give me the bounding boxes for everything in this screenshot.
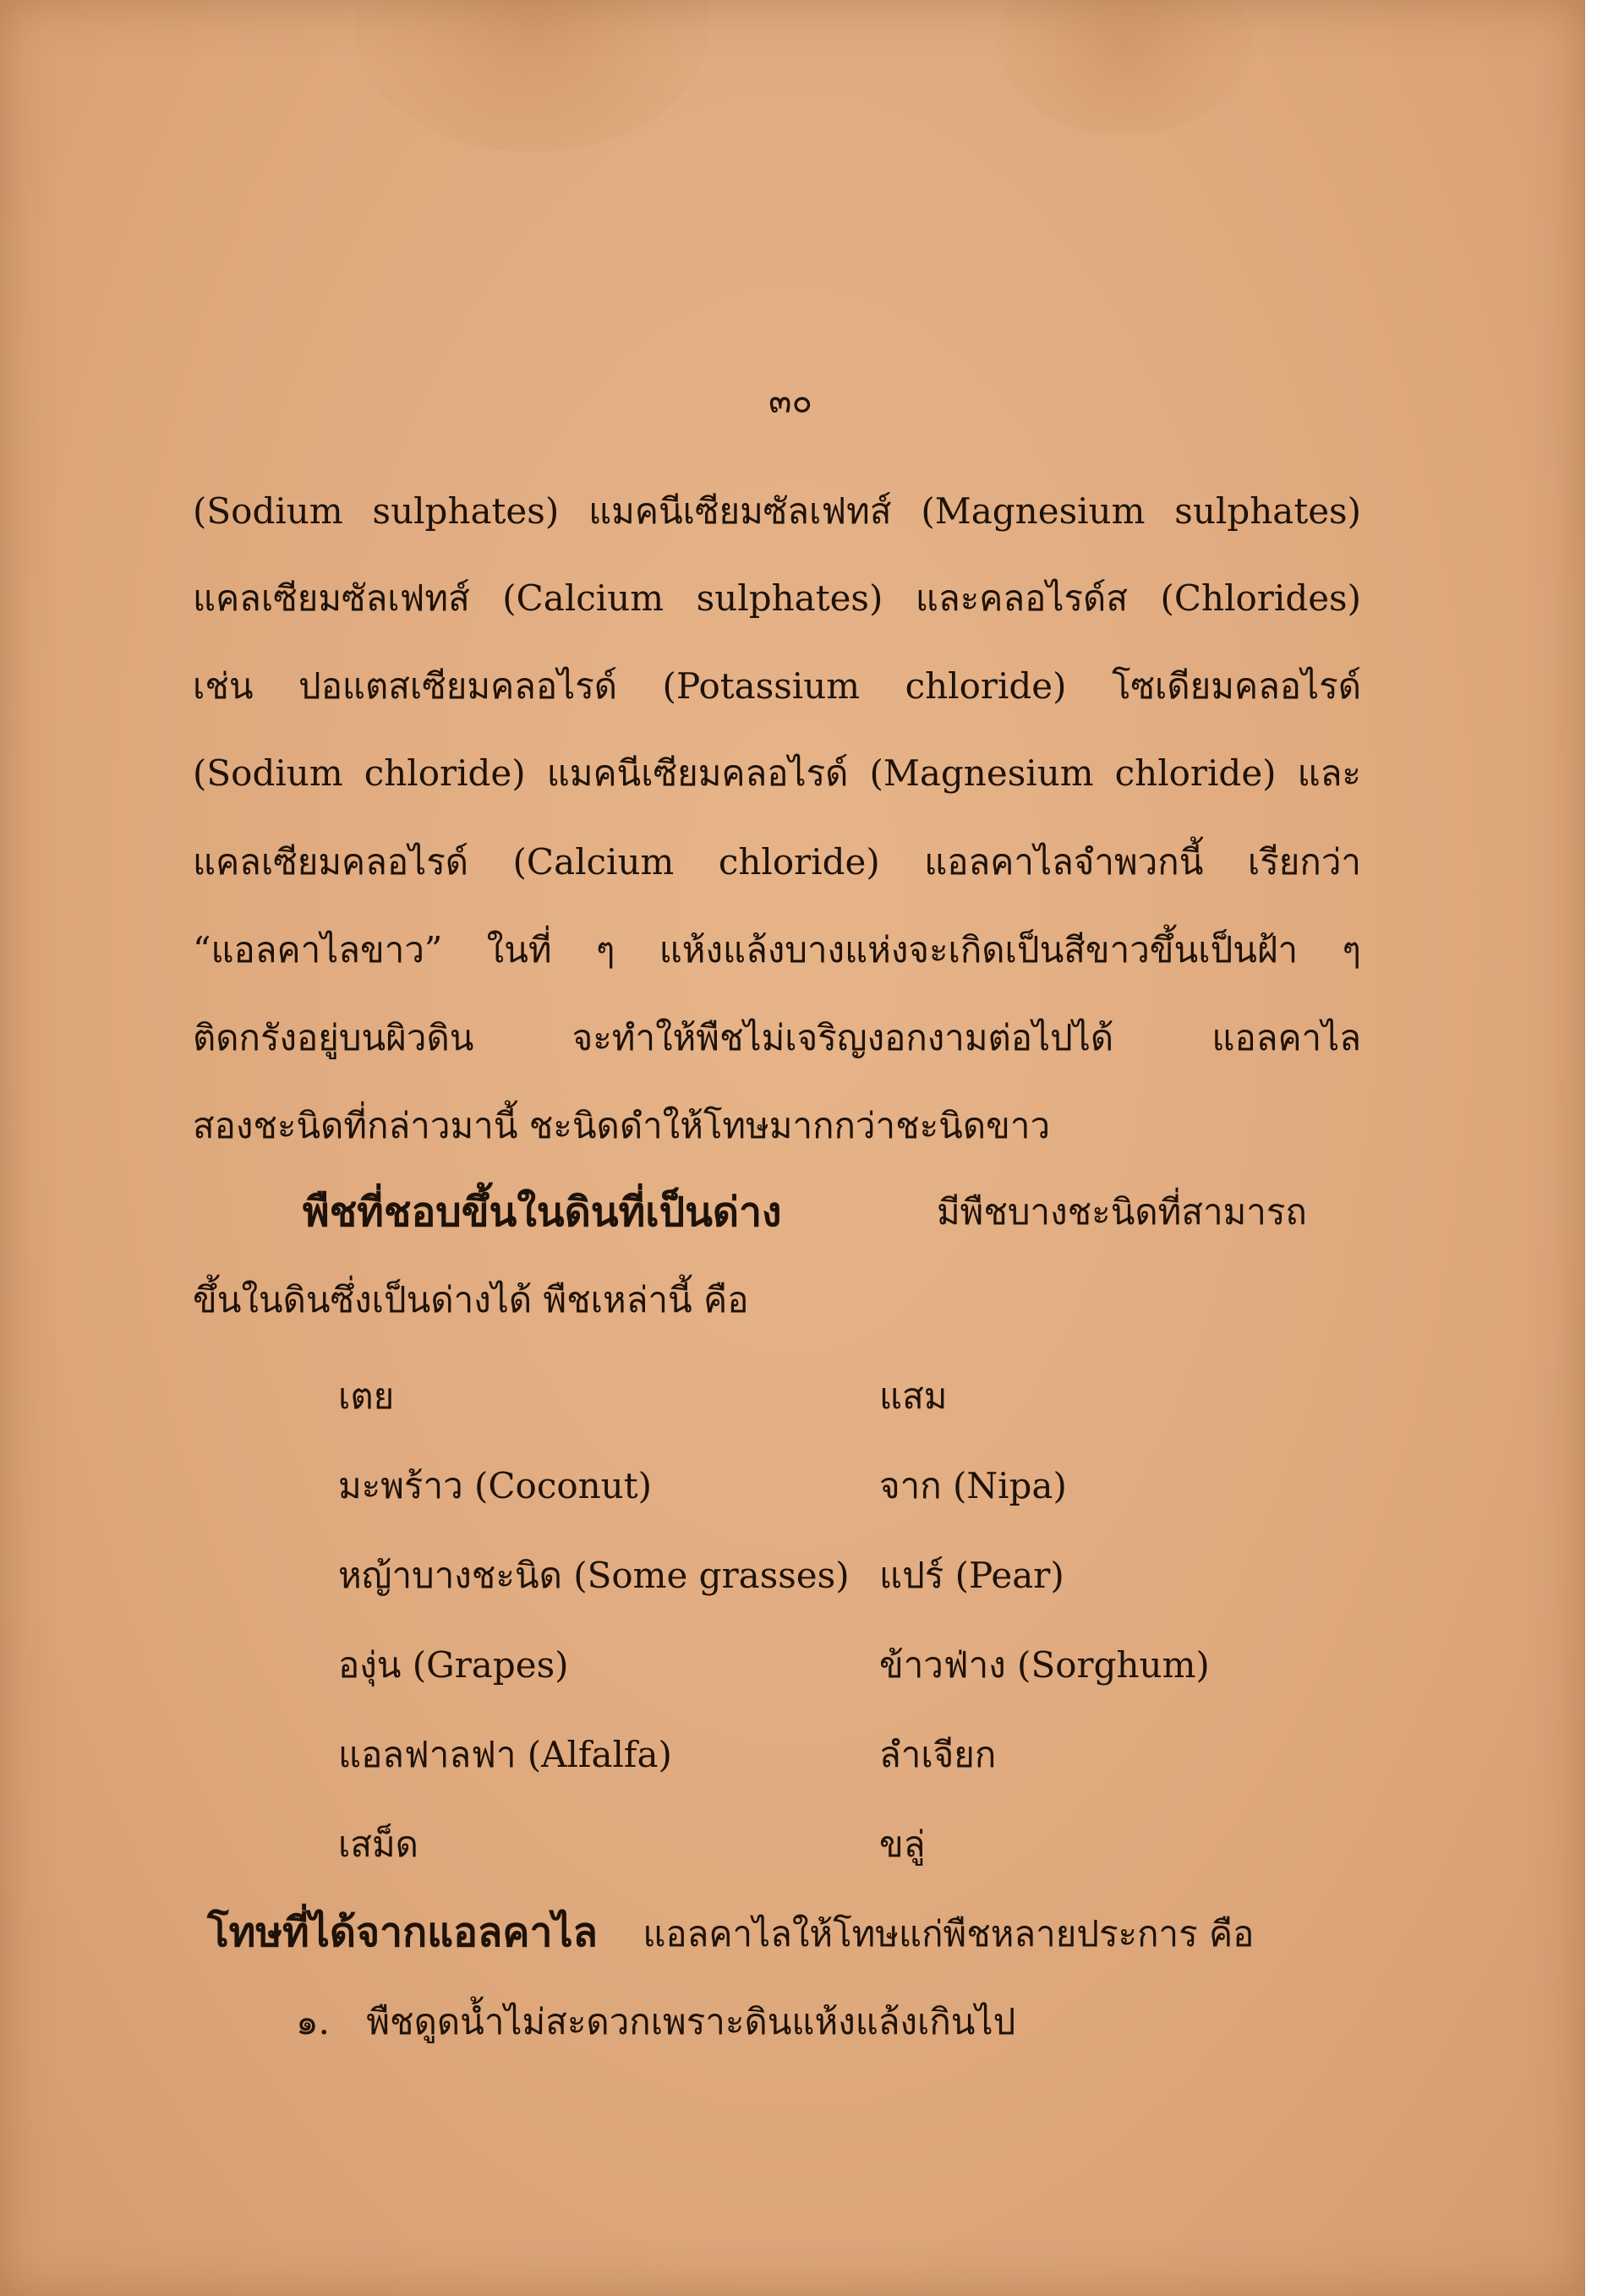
section-heading: โทษที่ได้จากแอลคาไล	[207, 1909, 598, 1956]
section-heading-line	[193, 1187, 1361, 1239]
paragraph-line: ติดกรังอยู่บนผิวดิน จะทำให้พืชไม่เจริญงอกงามต่อไปได้ แอลคาไล	[193, 1017, 1361, 1058]
list-item-text: พืชดูดน้ำไม่สะดวกเพราะดินแห้งแล้งเกินไป	[366, 2001, 1016, 2042]
plant-name: ข้าวฟ่าง (Sorghum)	[879, 1644, 1210, 1686]
plant-name: แอลฟาลฟา (Alfalfa)	[338, 1734, 672, 1775]
plant-name: เตย	[338, 1375, 395, 1417]
paragraph-line: (Sodium sulphates) แมคนีเซียมซัลเฟทส์ (Magnesium sulphates)	[193, 490, 1361, 532]
paragraph-line: แคลเซียมซัลเฟทส์ (Calcium sulphates) และคลอไรด์ส (Chlorides)	[193, 577, 1361, 619]
paragraph-line: สองชะนิดที่กล่าวมานี้ ชะนิดดำให้โทษมากกว่าชะนิดขาว	[193, 1105, 1051, 1146]
plant-name: ขลู่	[879, 1823, 926, 1865]
section-heading: พืชที่ชอบขึ้นในดินที่เป็นด่าง	[303, 1189, 782, 1236]
plant-name: หญ้าบางชะนิด (Some grasses)	[338, 1555, 850, 1596]
plant-name: แสม	[879, 1375, 948, 1417]
paragraph-line: (Sodium chloride) แมคนีเซียมคลอไรด์ (Magnesium chloride) และ	[193, 752, 1361, 794]
plant-name: องุ่น (Grapes)	[338, 1644, 569, 1686]
page-number: ๓๐	[768, 382, 812, 421]
section-heading-line	[207, 1907, 1361, 1960]
paragraph-line: ขึ้นในดินซึ่งเป็นด่างได้ พืชเหล่านี้ คือ	[193, 1279, 749, 1320]
paragraph-line: แคลเซียมคลอไรด์ (Calcium chloride) แอลคาไลจำพวกนี้ เรียกว่า	[193, 841, 1361, 883]
list-item	[296, 1997, 1310, 2047]
plant-name: เสม็ด	[338, 1823, 418, 1865]
list-item-number: ๑.	[296, 2001, 331, 2042]
section-text: มีพืชบางชะนิดที่สามารถ	[937, 1191, 1307, 1233]
plant-name: ลำเจียก	[879, 1734, 997, 1775]
plant-name: แปร์ (Pear)	[879, 1555, 1064, 1596]
water-stain	[998, 0, 1251, 135]
water-stain	[355, 0, 710, 152]
paragraph-line: “แอลคาไลขาว” ในที่ ๆ แห้งแล้งบางแห่งจะเกิดเป็นสีขาวขึ้นเป็นฝ้า ๆ	[193, 929, 1361, 970]
plant-name: จาก (Nipa)	[879, 1465, 1067, 1506]
plant-name: มะพร้าว (Coconut)	[338, 1465, 652, 1506]
paragraph-line: เช่น ปอแตสเซียมคลอไรด์ (Potassium chloride) โซเดียมคลอไรด์	[193, 665, 1361, 707]
section-text: แอลคาไลให้โทษแก่พืชหลายประการ คือ	[643, 1913, 1255, 1954]
